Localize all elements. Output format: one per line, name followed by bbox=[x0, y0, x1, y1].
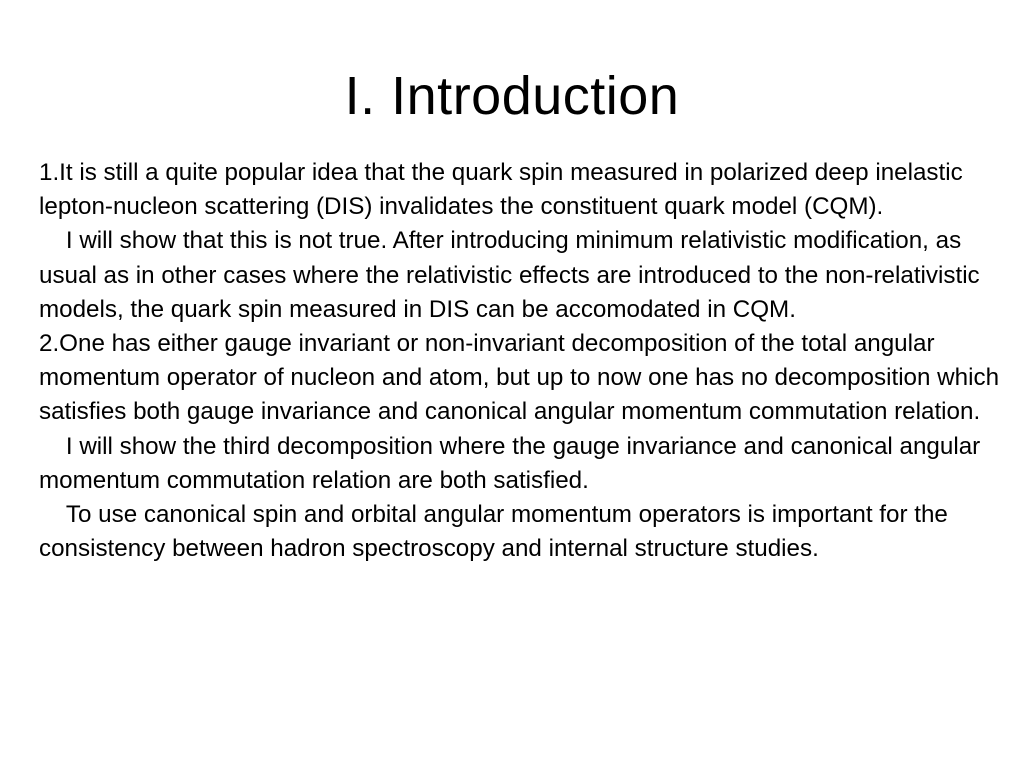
paragraph-1-rebuttal: I will show that this is not true. After introducing minimum relativistic modification, as usual as in other cases where the relativistic effects are introduced to the non-relativistic models, the quark spin measured in DIS can be accomodated in CQM. bbox=[39, 227, 987, 323]
paragraph-2-canonical-operators: To use canonical spin and orbital angular momentum operators is important for the consistency between hadron spectroscopy and internal structure studies. bbox=[39, 501, 955, 563]
slide-title: I. Introduction bbox=[344, 66, 680, 126]
slide-body bbox=[39, 156, 1009, 566]
paragraph-1-quark-spin-claim: 1.It is still a quite popular idea that the quark spin measured in polarized deep inelastic lepton-nucleon scattering (DIS) invalidates the constituent quark model (CQM). bbox=[39, 159, 970, 221]
paragraph-2-decomposition-problem: 2.One has either gauge invariant or non-invariant decomposition of the total angular momentum operator of nucleon and atom, but up to now one has no decomposition which satisfies both gauge invariance and canonical angular momentum commutation relation. bbox=[39, 330, 1006, 426]
paragraph-2-third-decomposition: I will show the third decomposition where the gauge invariance and canonical angular momentum commutation relation are both satisfied. bbox=[39, 432, 987, 494]
